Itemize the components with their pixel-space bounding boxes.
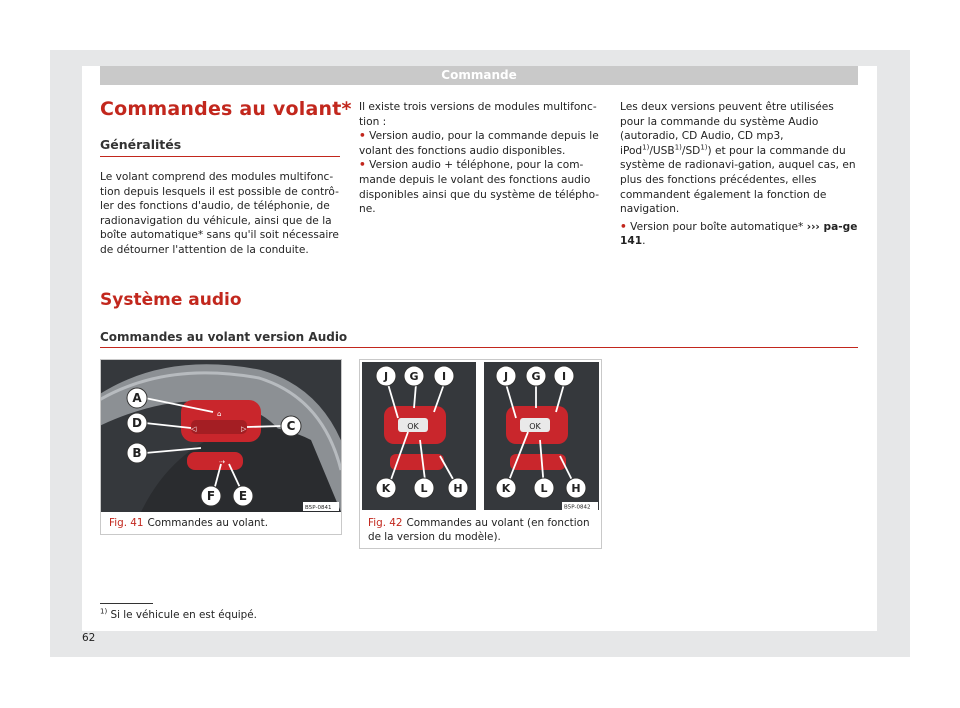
versions-usage: Les deux versions peuvent être utilisées pour la commande du système Audio (autoradio, CD Audio, CD mp3, iPod$^{1)}$/USB$^{1)}$/SD$^{1)}$) et pour la commande du système de radionavi-gation, auquel cas, en plus des fonctions précédentes, elles commandent également la fonction de navigation. bbox=[620, 101, 856, 216]
svg-text:⌂: ⌂ bbox=[217, 410, 222, 418]
footnote-mark: 1) bbox=[100, 607, 108, 616]
subsection-title: Généralités bbox=[100, 137, 182, 152]
footnote-text: Si le véhicule en est équipé. bbox=[110, 609, 257, 621]
figure-42-image bbox=[360, 360, 601, 512]
bullet-audio-phone-text: Version audio + téléphone, pour la com-mande depuis le volant des fonctions audio disponibles ainsi que du système de télépho-ne. bbox=[359, 159, 600, 216]
footnote-ref: 1) bbox=[700, 143, 708, 152]
section-title: Commandes au volant* bbox=[100, 98, 352, 120]
bullet-icon: • bbox=[359, 159, 366, 172]
callout-f: F bbox=[206, 489, 216, 503]
bullet-audio-text: Version audio, pour la commande depuis le volant des fonctions audio disponibles. bbox=[359, 130, 599, 157]
figure-code: B5P-0841 bbox=[305, 505, 332, 511]
footnote-ref: 1) bbox=[674, 143, 682, 152]
bullet-icon: • bbox=[620, 220, 627, 233]
svg-text:▷: ▷ bbox=[241, 425, 247, 433]
callout-l: L bbox=[540, 482, 548, 495]
callout-k: K bbox=[381, 482, 391, 495]
bullet-icon: • bbox=[359, 130, 366, 143]
figure-code: B5P-0842 bbox=[564, 504, 591, 511]
callout-d: D bbox=[132, 416, 142, 430]
text-column-2 bbox=[359, 100, 603, 217]
callout-j: J bbox=[383, 370, 389, 383]
page-number: 62 bbox=[82, 632, 96, 644]
bullet-audio-phone bbox=[359, 158, 603, 216]
bullet-automatic: • Version pour boîte automatique* ››› pa-ge 141. bbox=[620, 220, 858, 248]
callout-i: I bbox=[561, 370, 567, 383]
footnote-rule bbox=[100, 603, 153, 604]
callout-h: H bbox=[453, 482, 463, 495]
page-reference-link[interactable]: ››› pa-ge 141 bbox=[620, 220, 858, 248]
callout-a: A bbox=[132, 391, 142, 405]
figure-41 bbox=[100, 359, 342, 535]
footnote-ref: 1) bbox=[642, 143, 650, 152]
callout-i: I bbox=[441, 370, 447, 383]
svg-text:◁: ◁ bbox=[191, 425, 197, 433]
figure-42 bbox=[359, 359, 602, 549]
callout-h: H bbox=[571, 482, 581, 495]
intro-paragraph: Le volant comprend des modules multifonc-tion depuis lesquels il est possible de contrô-ler des fonctions d'audio, de téléphonie, de radionavigation du véhicule, ainsi que de la boîte automatique* sans qu'il soit nécessaire de détourner l'attention de la conduite. bbox=[100, 171, 339, 256]
figure-41-image bbox=[101, 360, 341, 512]
ok-button-label: OK bbox=[407, 422, 419, 431]
steering-controls-illustration bbox=[360, 360, 601, 512]
figure-42-caption bbox=[368, 517, 595, 544]
text-column-3 bbox=[620, 100, 860, 249]
ok-button-label: OK bbox=[529, 422, 541, 431]
callout-g: G bbox=[409, 370, 419, 383]
text-column-1 bbox=[100, 170, 340, 258]
versions-intro: Il existe trois versions de modules multifonc-tion : bbox=[359, 101, 597, 128]
figure-number: Fig. 42 bbox=[368, 517, 403, 529]
callout-e: E bbox=[238, 489, 248, 503]
figure-caption-text: Commandes au volant (en fonction de la version du modèle). bbox=[368, 517, 590, 543]
subsection-rule bbox=[100, 156, 340, 157]
callout-c: C bbox=[286, 419, 296, 433]
bullet-audio bbox=[359, 129, 603, 158]
subsection-rule-audio bbox=[100, 347, 858, 348]
callout-b: B bbox=[132, 446, 142, 460]
steering-wheel-illustration bbox=[101, 360, 341, 512]
section-title-audio: Système audio bbox=[100, 290, 242, 310]
figure-41-caption bbox=[109, 517, 335, 531]
chapter-header: Commande bbox=[100, 66, 858, 85]
figure-number: Fig. 41 bbox=[109, 517, 144, 529]
callout-j: J bbox=[503, 370, 509, 383]
footnote bbox=[100, 609, 257, 621]
figure-caption-text: Commandes au volant. bbox=[147, 517, 269, 529]
callout-l: L bbox=[420, 482, 428, 495]
subsection-title-audio: Commandes au volant version Audio bbox=[100, 330, 348, 344]
callout-g: G bbox=[531, 370, 541, 383]
svg-text:⇢: ⇢ bbox=[219, 458, 225, 466]
callout-k: K bbox=[501, 482, 511, 495]
